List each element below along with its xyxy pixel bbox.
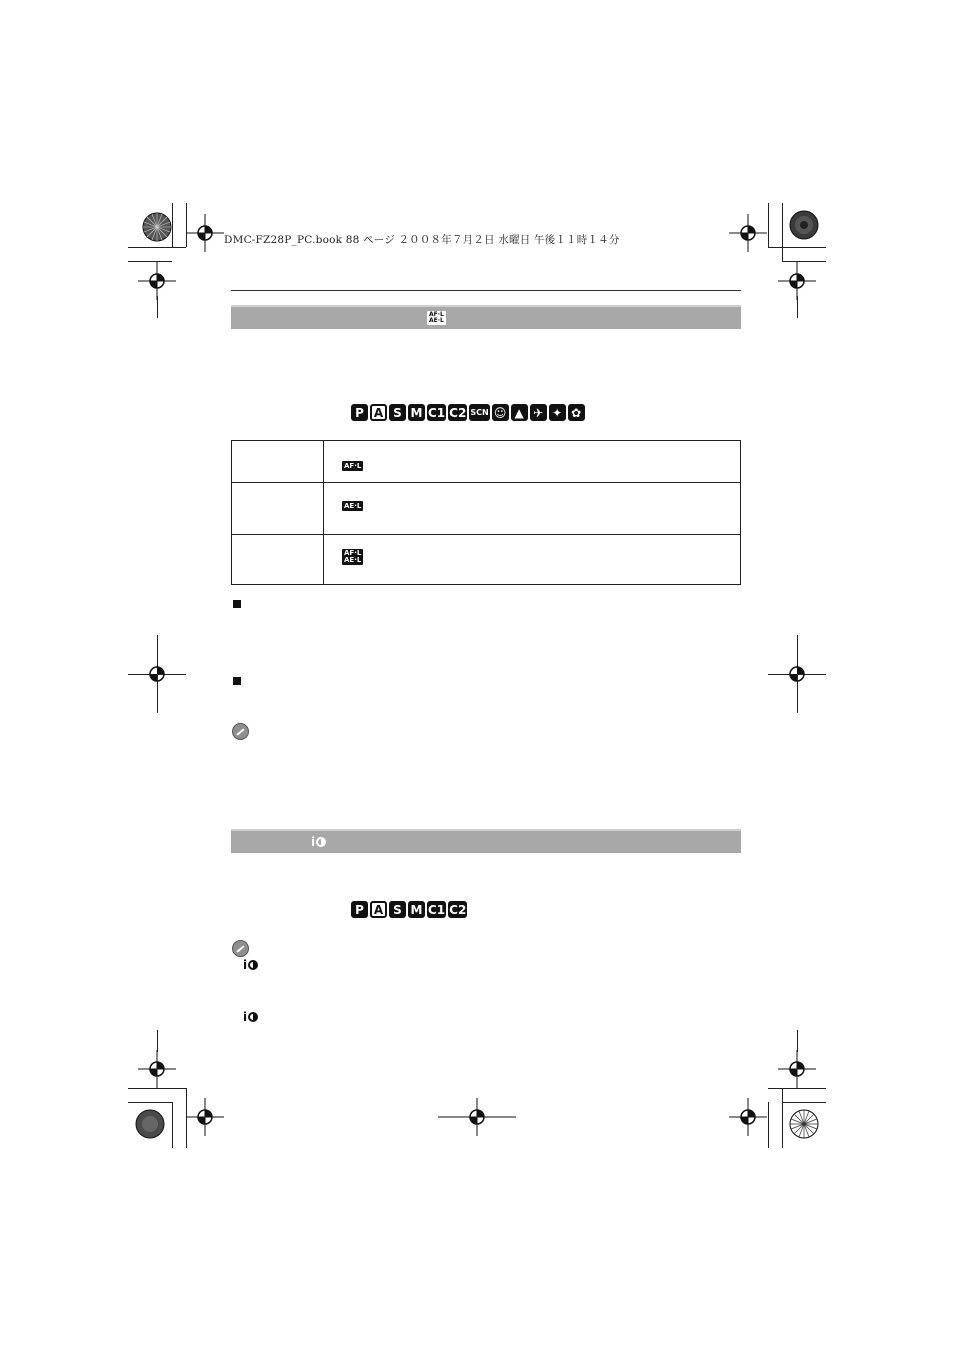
mode-a-icon: A (370, 901, 387, 918)
af-ae-lock-badge-icon: AF·L AE·L (344, 549, 362, 564)
intelligent-exposure-label: i (243, 1010, 248, 1024)
recording-mode-icons (351, 404, 585, 421)
crop-line (157, 1030, 158, 1052)
af-lock-badge-icon: AF·L (344, 462, 362, 470)
mode-c1-icon: C1 (428, 405, 446, 420)
registration-target-icon (778, 655, 816, 693)
recording-mode-icons (351, 901, 467, 918)
mode-scn-icon: SCN (469, 404, 489, 421)
top-rule (231, 290, 741, 291)
intelligent-exposure-label: i (243, 958, 248, 972)
note-pencil-icon (232, 723, 249, 740)
running-head: DMC-FZ28P_PC.book 88 ページ ２００８年７月２日 水曜日 午後１１時１４分 (224, 234, 620, 246)
registration-target-icon (186, 214, 224, 252)
mode-sports-icon: ✈ (530, 404, 547, 421)
registration-target-icon (438, 1098, 516, 1136)
section-bar-af-ae-lock (231, 305, 741, 329)
intelligent-exposure-icon (243, 958, 258, 972)
mode-p-icon: P (351, 901, 368, 918)
mode-m-icon: M (408, 901, 425, 918)
registration-target-icon (138, 262, 176, 300)
crop-line (768, 1102, 769, 1148)
intelligent-exposure-icon: i (311, 835, 326, 849)
registration-target-icon (138, 655, 176, 693)
af-ae-lock-icon: AF·L AE·L (429, 311, 444, 324)
crop-line (768, 203, 769, 247)
registration-target-icon (186, 1098, 224, 1136)
mode-macro-icon: ✿ (568, 404, 585, 421)
table-row (232, 441, 740, 483)
color-registration-wheel-icon (135, 205, 179, 249)
crop-line (172, 1102, 173, 1148)
table-row (232, 534, 740, 584)
registration-target-icon (729, 214, 767, 252)
crop-line (157, 296, 158, 318)
mode-p-icon: P (351, 404, 368, 421)
ae-lock-badge-icon: AE·L (344, 502, 362, 510)
color-registration-wheel-icon (782, 203, 826, 247)
crop-line (768, 1088, 826, 1089)
mode-c1-icon: C1 (428, 902, 446, 917)
mode-night-portrait-icon: ✦ (549, 404, 566, 421)
note-pencil-icon (232, 940, 249, 957)
color-registration-wheel-icon (128, 1102, 172, 1146)
registration-target-icon (778, 1050, 816, 1088)
mode-s-icon: S (389, 901, 406, 918)
mode-a-icon: A (370, 404, 387, 421)
crop-line (797, 296, 798, 318)
section-bar-intelligent-exposure (231, 829, 741, 853)
color-registration-wheel-icon (782, 1102, 826, 1146)
crop-line (768, 247, 826, 248)
crop-line (128, 1088, 186, 1089)
mode-scenery-icon: ▲ (511, 404, 528, 421)
mode-c2-icon: C2 (449, 405, 467, 420)
registration-target-icon (778, 262, 816, 300)
bullet-square-icon (233, 600, 241, 608)
table-row (232, 482, 740, 535)
intelligent-exposure-icon (243, 1010, 258, 1024)
mode-portrait-icon: ☺ (492, 404, 509, 421)
registration-target-icon (138, 1050, 176, 1088)
crop-line (797, 1030, 798, 1052)
mode-c2-icon: C2 (449, 902, 467, 917)
af-ae-lock-table (231, 440, 741, 585)
mode-s-icon: S (389, 404, 406, 421)
registration-target-icon (729, 1098, 767, 1136)
bullet-square-icon (233, 677, 241, 685)
mode-m-icon: M (408, 404, 425, 421)
